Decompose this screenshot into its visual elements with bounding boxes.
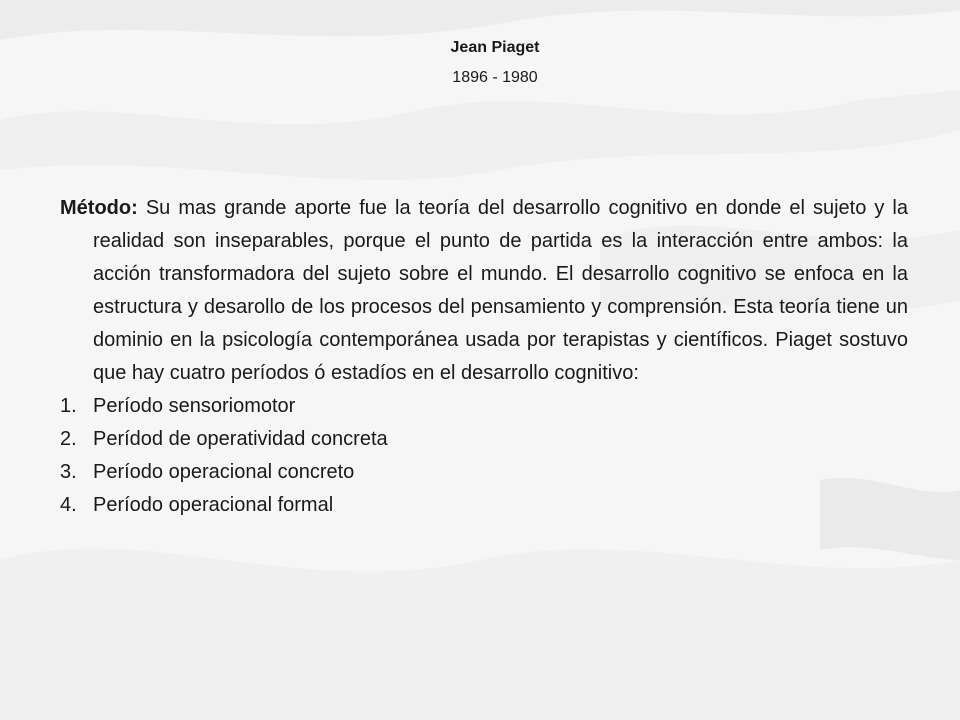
list-item-label: Período sensoriomotor xyxy=(93,395,296,417)
list-item-label: Perídod de operatividad concreta xyxy=(93,428,388,450)
slide-header xyxy=(0,36,960,90)
method-label: Método: xyxy=(60,197,138,219)
periods-list xyxy=(60,390,908,522)
list-item xyxy=(60,489,908,522)
author-name: Jean Piaget xyxy=(450,39,540,56)
list-number: 4. xyxy=(60,494,77,516)
list-number: 2. xyxy=(60,428,77,450)
method-paragraph xyxy=(60,192,908,390)
list-item-label: Período operacional formal xyxy=(93,494,334,516)
slide-body xyxy=(60,192,908,522)
method-text: Su mas grande aporte fue la teoría del desarrollo cognitivo en donde el sujeto y la realidad son inseparables, porque el punto de partida es la interacción entre ambos: la acción transformadora del sujeto sobre el mundo. El desarrollo cognitivo se enfoca en la estructura y desarollo de los procesos del pensamiento y comprensión. Esta teoría tiene un dominio en la psicología contemporánea usada por terapistas y científicos. Piaget sostuvo que hay cuatro períodos ó estadíos en el desarrollo cognitivo: xyxy=(93,197,908,384)
list-item xyxy=(60,456,908,489)
list-item xyxy=(60,423,908,456)
list-number: 1. xyxy=(60,395,77,417)
list-number: 3. xyxy=(60,461,77,483)
author-years: 1896 - 1980 xyxy=(452,69,538,86)
list-item-label: Período operacional concreto xyxy=(93,461,355,483)
list-item xyxy=(60,390,908,423)
